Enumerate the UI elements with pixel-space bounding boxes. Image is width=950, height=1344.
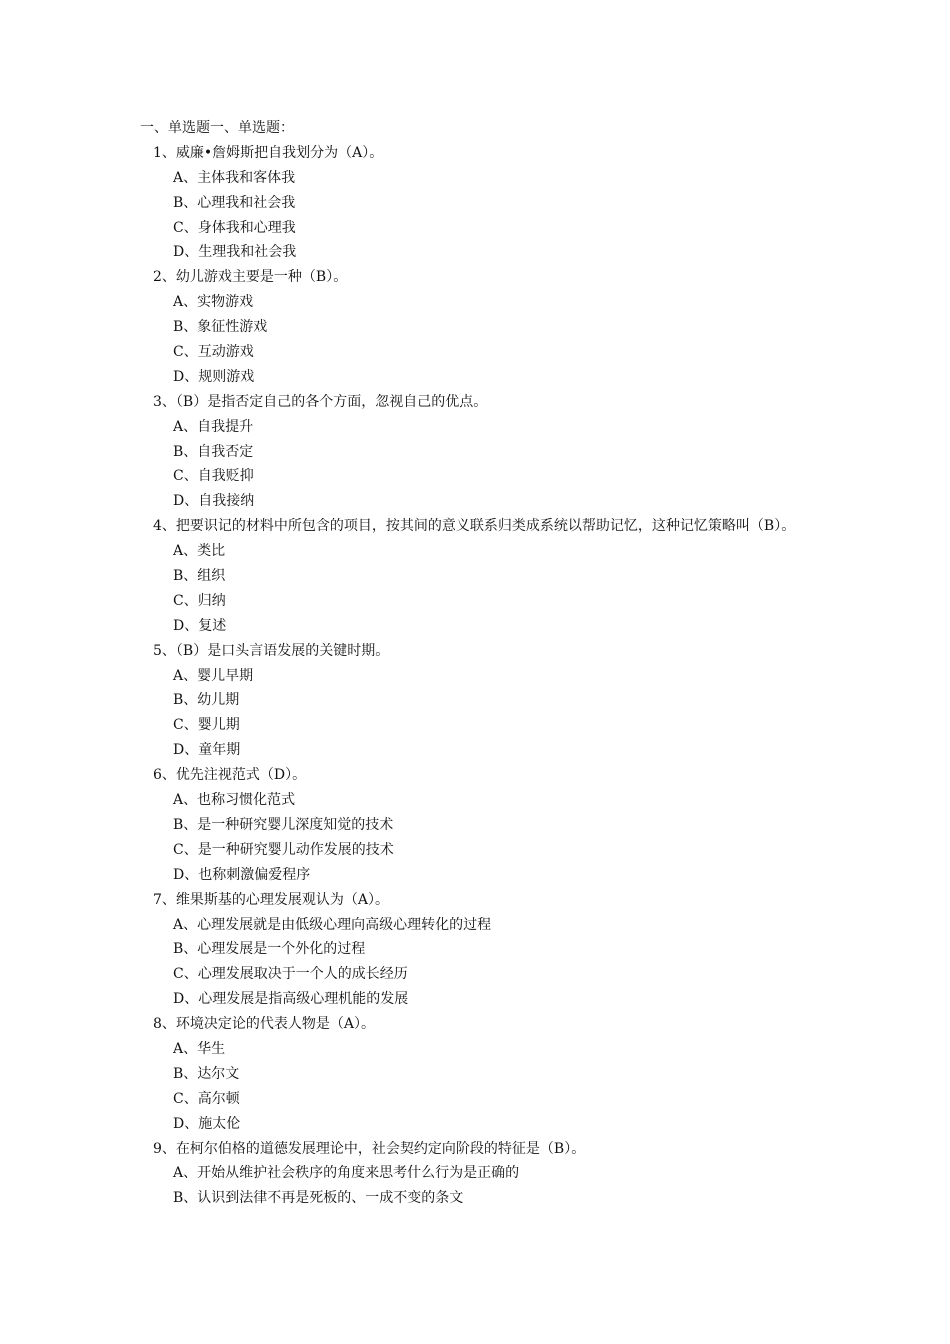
question-2-option-a: A、实物游戏 <box>173 294 254 311</box>
question-5-option-c: C、婴儿期 <box>173 717 240 734</box>
question-6-option-a: A、也称习惯化范式 <box>173 792 296 809</box>
question-3-option-c: C、自我贬抑 <box>173 468 254 485</box>
question-8-option-d: D、施太伦 <box>173 1115 241 1132</box>
question-6-option-d: D、也称刺激偏爱程序 <box>173 866 311 883</box>
section-title: 一、单选题一、单选题： <box>140 120 294 136</box>
question-8-option-a: A、华生 <box>173 1040 226 1057</box>
question-5-option-b: B、幼儿期 <box>173 692 240 709</box>
question-7-option-b: B、心理发展是一个外化的过程 <box>173 941 366 958</box>
question-4-option-a: A、类比 <box>173 543 226 560</box>
question-8: 8、环境决定论的代表人物是（A）。 <box>153 1016 376 1033</box>
question-9-option-b: B、认识到法律不再是死板的、一成不变的条文 <box>173 1190 464 1207</box>
question-3: 3、（B）是指否定自己的各个方面，忽视自己的优点。 <box>153 393 488 410</box>
question-9: 9、在柯尔伯格的道德发展理论中，社会契约定向阶段的特征是（B）。 <box>153 1140 586 1157</box>
question-1-option-c: C、身体我和心理我 <box>173 219 296 236</box>
question-5-option-d: D、童年期 <box>173 742 241 759</box>
question-7-option-c: C、心理发展取决于一个人的成长经历 <box>173 966 408 983</box>
question-list <box>140 116 840 1211</box>
question-8-option-b: B、达尔文 <box>173 1065 240 1082</box>
question-5-option-a: A、婴儿早期 <box>173 667 254 684</box>
question-3-option-b: B、自我否定 <box>173 443 254 460</box>
question-8-option-c: C、高尔顿 <box>173 1090 240 1107</box>
question-2-option-d: D、规则游戏 <box>173 368 255 385</box>
question-6-option-c: C、是一种研究婴儿动作发展的技术 <box>173 841 394 858</box>
question-6: 6、优先注视范式（D）。 <box>153 767 307 784</box>
question-9-option-a: A、开始从维护社会秩序的角度来思考什么行为是正确的 <box>173 1165 520 1182</box>
question-4: 4、把要识记的材料中所包含的项目，按其间的意义联系归类成系统以帮助记忆，这种记忆策略叫（B）。 <box>153 518 796 535</box>
question-6-option-b: B、是一种研究婴儿深度知觉的技术 <box>173 816 394 833</box>
question-4-option-c: C、归纳 <box>173 592 226 609</box>
question-5: 5、（B）是口头言语发展的关键时期。 <box>153 642 390 659</box>
question-2-option-b: B、象征性游戏 <box>173 319 268 336</box>
question-4-option-d: D、复述 <box>173 617 227 634</box>
question-7: 7、维果斯基的心理发展观认为（A）。 <box>153 891 390 908</box>
question-7-option-d: D、心理发展是指高级心理机能的发展 <box>173 991 409 1008</box>
question-1-option-b: B、心理我和社会我 <box>173 194 296 211</box>
question-2: 2、幼儿游戏主要是一种（B）。 <box>153 269 348 286</box>
question-1-option-a: A、主体我和客体我 <box>173 169 296 186</box>
question-1: 1、威廉•詹姆斯把自我划分为（A）。 <box>153 144 384 161</box>
question-7-option-a: A、心理发展就是由低级心理向高级心理转化的过程 <box>173 916 492 933</box>
question-4-option-b: B、组织 <box>173 568 226 585</box>
question-3-option-a: A、自我提升 <box>173 418 254 435</box>
question-1-option-d: D、生理我和社会我 <box>173 244 297 261</box>
question-2-option-c: C、互动游戏 <box>173 344 254 361</box>
question-3-option-d: D、自我接纳 <box>173 493 255 510</box>
